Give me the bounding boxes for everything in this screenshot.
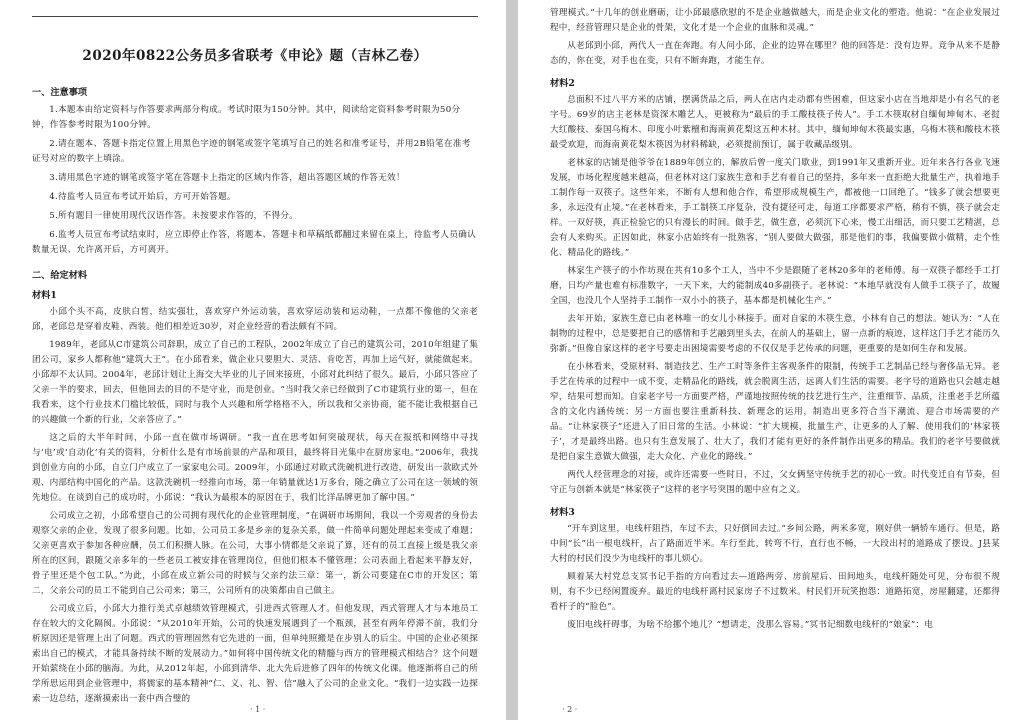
body-paragraph: 总面积不过八平方米的店铺，摆满货品之后，两人在店内走动都有些困难，但这家小店在当地却是小有名气的老字号。69岁的店主老林是资深木雕艺人，更被称为“最后的手工酸枝筷子传人”。手工木筷取材自缅甸坤甸木、老挝大红酸枝、泰国乌梅木、印度小叶紫檀和海南黄花梨这五种木材。其中，缅甸坤甸木筷最实惠，乌梅木筷和酸枝木筷最受欢迎，而海南黄花梨木筷因为材料稀缺，必须提前预订，属于收藏品级别。 [550,95,1000,150]
body-paragraph: 公司成立后，小邱大力推行美式卓越绩效管理模式，引进西式管理人才。但他发现，西式管理人才与本地员工存在较大的文化隔阂。小邱说：“从2010年开始，公司的快速发展遇到了一个瓶颈，甚至有两年停滞不前，我们分析原因还是管理上出了问题。西式的管理固然有它先进的一面，但单纯照搬是在步别人的后尘。中国的企业必须探索出自己的模式，才能具备持续不断的发展动力。”如何将中国传统文化的精髓与西方的管理模式相结合？这个问题开始萦绕在小邱的脑海。为此，从2012年起，小邱到清华、北大先后进修了四年的传统文化课。他逐渐将自己的所学所思运用到企业管理中，将儒家的基本精神“仁、义、礼、智、信”融入了公司的企业文化。“我们一边实践一边探索一边总结，逐渐摸索出一套中西合璧的 [32,604,478,704]
note-item: 3.请用黑色字迹的钢笔或签字笔在答题卡上指定的区域内作答，超出答题区域的作答无效！ [49,173,405,183]
section-heading-notes: 一、注意事项 [32,87,88,98]
document-page-2 [518,0,1024,720]
body-paragraph: 两代人经营理念的对接，或许还需要一些时日，不过，父女俩坚守传统手艺的初心一致。时代变迁自有节奏，但守正与创新本就是“林家筷子”这样的老字号突围的题中应有之义。 [550,470,1000,495]
body-paragraph: 小邱个头不高，皮肤白皙，结实强壮，喜欢穿户外运动装，喜欢穿运动装和运动鞋，一点都不像他的父亲老邱，老邱总是穿着皮鞋、西装。他们相差近30岁，对企业经营的看法颇有不同。 [32,307,478,332]
note-item: 2.请在题本、答题卡指定位置上用黑色字迹的钢笔或签字笔填写自己的姓名和准考证号，并用2B铅笔在准考证号对应的数字上填涂。 [32,139,471,164]
document-title: 2020年0822公务员多省联考《申论》题（吉林乙卷） [82,48,428,64]
body-paragraph: 去年开始，家族生意已由老林唯一的女儿小林接手。面对自家的木筷生意，小林有自己的想法。她认为：“人在制物的过程中，总是要把自己的感情和手艺融到里头去，在前人的基础上，留一点新的痕迹，这样这门手艺才能历久弥新。”但像自家这样的老字号要走出困境需要考虑的不仅仅是手艺传承的问题，更重要的是如何生存和发展。 [550,314,1000,354]
body-paragraph: 从老邱到小邱，两代人一直在奔跑。有人问小邱，企业的边界在哪里？他的回答是：没有边界。竞争从来不是静态的，你在变，对手也在变，只有不断奔跑，才能生存。 [550,41,1000,66]
body-paragraph: 在小林看来，受原材料、制造技艺、生产工时等条件主客观条件的限制，传统手工艺制品已经与奢侈品无异。老手艺在传承的过程中一成不变，走精品化的路线，就会脱离生活，远离人们生活的需要。老字号的道路也只会越走越窄，结果可想而知。自家老字号一方面要严格，严谨地按照传统的技艺进行生产，注重细节、品质，注重老手艺所蕴含的文化内涵传统；另一方面也要注重新科技、新理念的运用，制造出更多符合当下潮流、迎合市场需要的产品。“让林家筷子”还进入了旧日常的生活。小林说：“扩大规模，批量生产，让更多的人了解、使用我们的‘林家筷子’，才是最终出路。也只有生意发展了、壮大了，我们才能有更好的条件制作出更多的精品。我们的老字号要做就是把自家生意做大做强，走大众化、产业化的路线。” [550,362,1000,462]
document-page-1 [0,0,506,720]
note-item: 1.本题本由给定资料与作答要求两部分构成。考试时限为150分钟。其中，阅读给定资料参考时限为50分钟，作答参考时限为100分钟。 [32,105,461,130]
note-item: 6.监考人员宣布考试结束时，应立即停止作答，将题本、答题卡和草稿纸都翻过来留在桌上，待监考人员确认数量无误、允许离开后，方可离开。 [32,230,476,255]
material-heading: 材料2 [550,78,575,89]
body-paragraph: 老林家的店铺是他爷爷在1889年创立的，解放后曾一度关门歇业，到1991年又重新开业。近年来各行各业飞速发展，市场化程度越来越高，但老林对这门家族生意和手艺有着自己的坚持，多年来一直拒绝大批量生产，执着地手工制作每一双筷子。这些年来，不断有人想和他合作，希望形成规模生产，都被他一口回绝了。“钱多了就会想要更多，永远没有止境。”在老林看来，手工制筷工序复杂，没有捷径可走，每道工序都要求严格，稍有不慎，筷子就会走样。一双好筷，真正检验它的只有漫长的时间。做手艺，做生意，必须沉下心来，慢工出细活，而只要工艺精湛，总会有人来购买。正因如此，林家小店始终有一批熟客，“别人要做大做强，那是他们的事，我偏要做小做精，走个性化、精品化的路线。” [550,158,1000,258]
note-item: 5.所有题目一律使用现代汉语作答。未按要求作答的，不得分。 [49,211,299,221]
body-paragraph: 1989年，老邱从C市建筑公司辞职，成立了自己的工程队，2002年成立了自己的建筑公司，2010年组建了集团公司，家乡人都称他“建筑大王”。在小邱看来，做企业只要胆大、灵活、肯吃苦，再加上运气好，就能做起来。小邱却不太认同。2004年，老邱计划让上海交大毕业的儿子回来接班，小邱对此纠结了很久。最后，小邱只答应了父亲一半的要求，回去，但他回去的目的不是守业，而是创业。“当时我父亲已经做到了C市建筑行业的第一，但在我看来，这个行业技术门槛比较低，同时与我个人兴趣和所学格格不入，所以我和父亲协商，能不能让我根据自己的兴趣做一个新的行业，父亲答应了。” [32,340,478,425]
body-paragraph: 顾着某大村党总支冥书记手指的方向看过去—道路两旁、房前屋后、田间地头，电线杆随处可见，分布很不规则，有不少已经闲置废弃。最近的电线杆离村民家房子不过数米。村民们开玩笑抱怨：道路拓宽，房屋翻建，还都得看杆子的“脸色”。 [550,572,1000,612]
body-paragraph: 废旧电线杆碍事，为啥不给挪个地儿？“想请走，没那么容易。”冥书记细数电线杆的“娘家”：电 [567,620,934,630]
page-number: · 2 · [562,705,578,714]
body-paragraph: 林家生产筷子的小作坊现在共有10多个工人，当中不少是跟随了老林20多年的老师傅。每一双筷子都经手工打磨，日均产量也难有标准数字，一天下来，大约能制成40多副筷子。老林说：“本地早就没有人做手工筷子了，故履全国，也没几个人坚持手工制作一双小小的筷子，基本都是机械化生产。” [550,266,1000,306]
body-paragraph: 公司成立之初，小邱希望自己的公司拥有现代化的企业管理制度，“在调研市场期间，我以一个旁观者的身份去观察父亲的企业，发现了很多问题。比如，公司员工多是乡亲的复杂关系，做一件简单问题处理起来变成了难题；父亲更喜欢于参加各种应酬，员工们积攒人脉。在公司，大事小情都是父亲说了算，还有的员工直接上级是我父亲所在的区间，跟随父亲多年的一些老员工被安排在管理岗位，但他们根本不懂管理；公司表面上看起来平静友好，骨子里还是个包工队。”为此，小邱在成立新公司的时候与父亲约法三章：第一，新公司要建在C市的开发区；第二，父亲公司的员工不能到自己公司来；第三，公司所有的决策都由自己做主。 [32,511,478,596]
body-paragraph: “开车到这里，电线杆阻挡，车过不去，只好倒回去过。”乡间公路，两米多宽，刚好供一辆轿车通行。但是，路中间“长”出一根电线杆，占了路面近半米。车行至此，转弯不行，直行也不畅，一大段出村的道路成了摆设。J县某大村的村民们没少为电线杆的事儿烦心。 [550,524,1000,564]
page-number: · 1 · [250,705,266,714]
page-gap [506,0,518,720]
material-heading: 材料3 [550,507,575,518]
material-heading: 材料1 [32,290,57,301]
note-item: 4.待监考人员宣布考试开始后，方可开始答题。 [49,192,236,202]
body-paragraph: 管理模式。”十几年的创业磨砺，让小邱最感欣慰的不是企业越做越大，而是企业文化的塑造。他说：“在企业发展过程中，经营管理只是企业的骨架，文化才是一个企业的血脉和灵魂。” [550,8,1000,33]
section-heading-materials: 二、给定材料 [32,270,88,281]
header-rule [32,16,478,17]
body-paragraph: 这之后的大半年时间，小邱一直在做市场调研。“我一直在思考如何突破现状，每天在报纸和网络中寻找与‘电’或‘自动化’有关的资料，分析什么是有市场前景的产品和项目，最终将目光集中在厨房家电。”2006年，我找到创业方向的小邱，自立门户成立了一家家电公司。2009年，小邱通过对欧式洗碗机进行改造，研发出一款欧式外观、内部结构中国化的产品。这款洗碗机一经推向市场，第一年销量就达1万多台，随之确立了公司在这一领域的领先地位。在谈到自己的成功时，小邱说：“我认为最根本的原因在于，我们比洋品牌更加了解中国。” [32,433,478,503]
